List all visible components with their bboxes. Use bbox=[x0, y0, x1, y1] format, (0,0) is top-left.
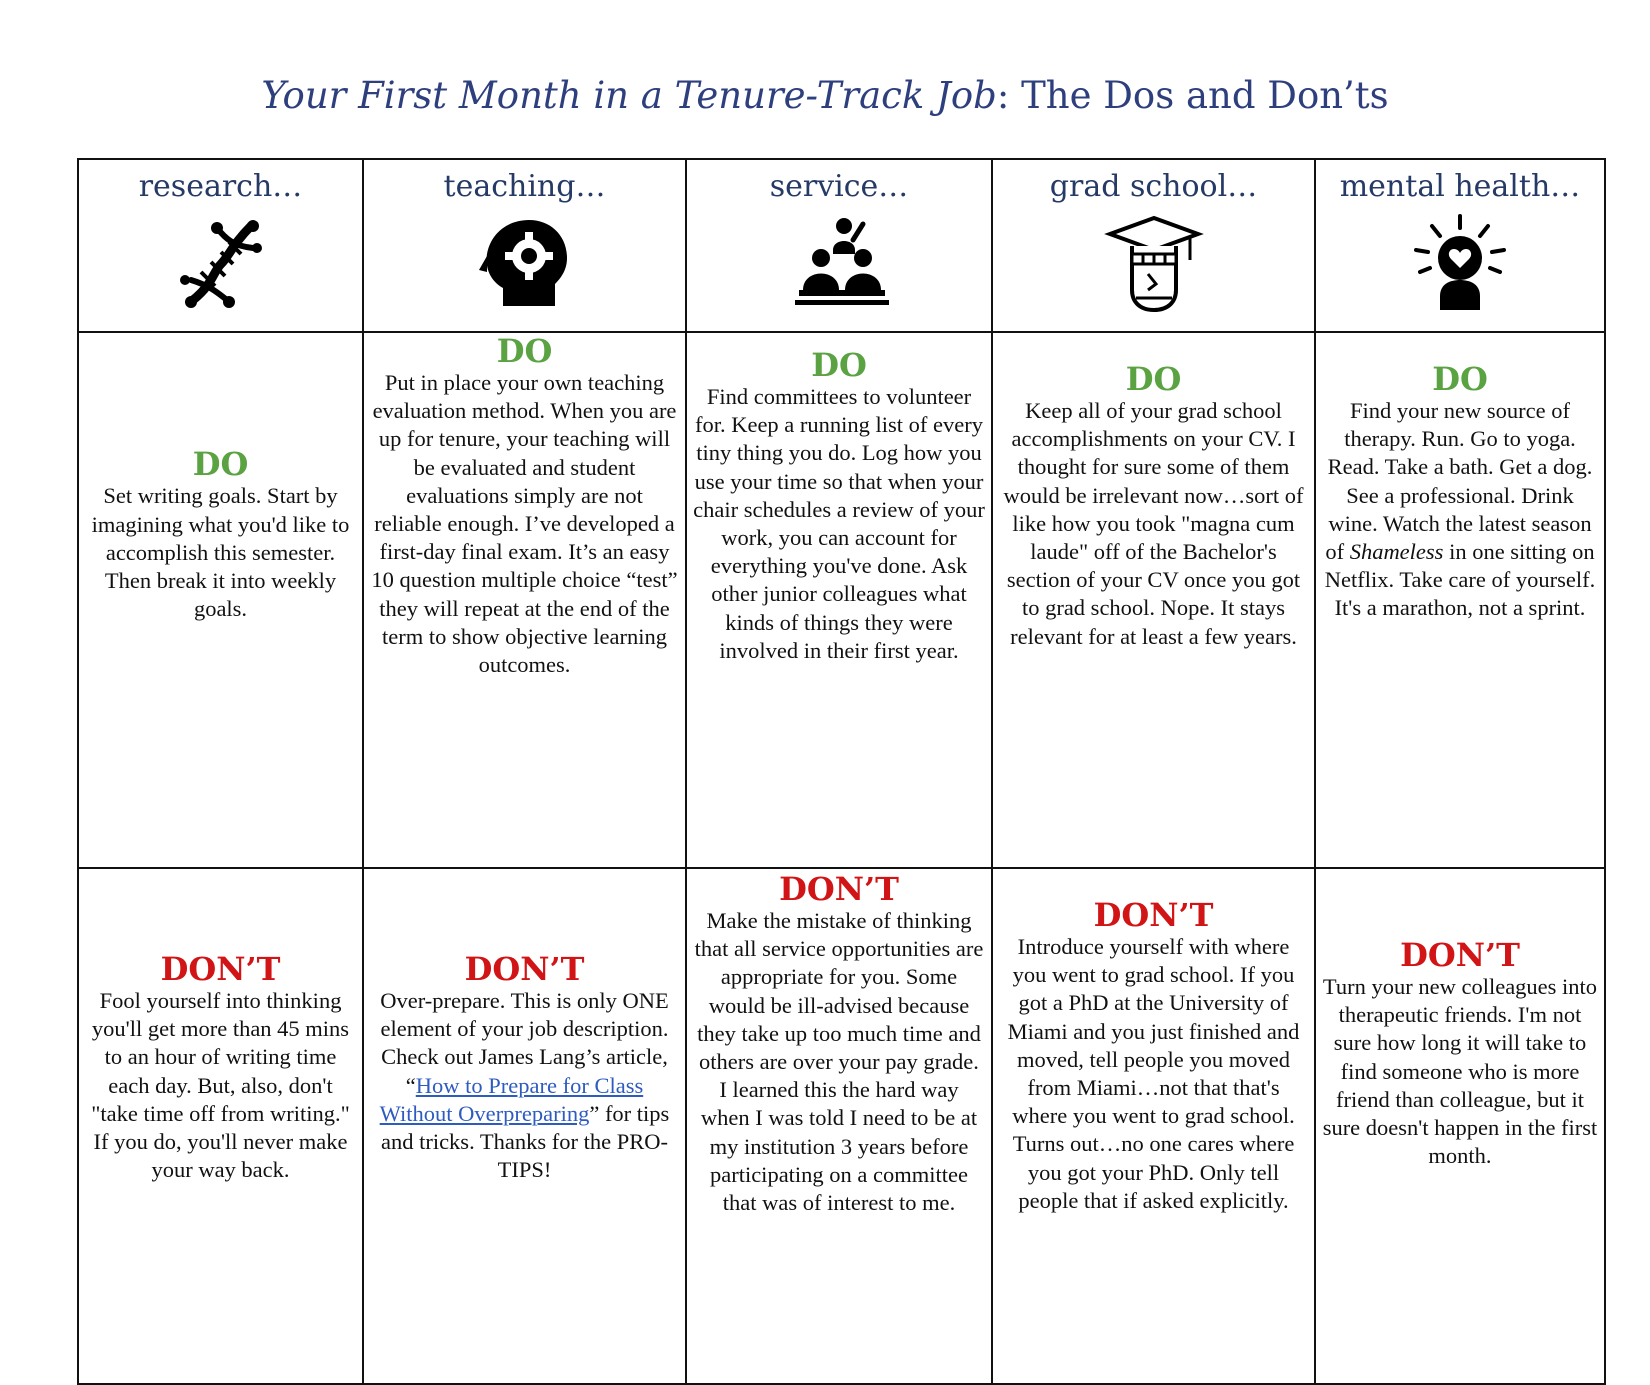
header-research bbox=[78, 159, 363, 332]
title-rest: : The Dos and Don’ts bbox=[996, 74, 1389, 117]
title-italic: Your First Month in a Tenure-Track Job bbox=[261, 74, 997, 117]
header-row bbox=[78, 159, 1605, 332]
dont-text: Introduce yourself with where you went to grad school. If you got a PhD at the University of Miami and you just finished and moved, tell people you moved from Miami…not that that's where you went to grad school. Turns out…no one cares where you got your PhD. Only tell people that if asked explicitly. bbox=[1007, 934, 1300, 1213]
category-label: research… bbox=[138, 169, 303, 204]
dont-text: Turn your new colleagues into therapeutic friends. I'm not sure how long it will take to find someone who is more friend than colleague, but it sure doesn't happen in the first month. bbox=[1322, 974, 1598, 1169]
dont-cell-teaching bbox=[363, 868, 686, 1384]
head-gear-icon bbox=[475, 214, 575, 314]
dont-label: DON’T bbox=[779, 870, 899, 908]
dna-icon bbox=[171, 214, 271, 314]
do-row bbox=[78, 332, 1605, 868]
dont-text: Fool yourself into thinking you'll get more than 45 mins to an hour of writing time each day. But, also, don't "take time off from writing." If you do, you'll never make your way back. bbox=[91, 988, 350, 1183]
do-label: DO bbox=[811, 346, 867, 384]
header-mental-health bbox=[1315, 159, 1605, 332]
dont-row bbox=[78, 868, 1605, 1384]
dont-text: Make the mistake of thinking that all service opportunities are appropriate for you. Some would be ill-advised because they take up too much time and others are over your pay grade. I learned this the hard way when I was told I need to be at my institution 3 years before participating on a committee that was of interest to me. bbox=[694, 908, 984, 1216]
category-label: grad school… bbox=[1049, 169, 1258, 204]
heart-head-icon bbox=[1410, 214, 1510, 314]
dont-cell-grad-school bbox=[992, 868, 1315, 1384]
dont-cell-research bbox=[78, 868, 363, 1384]
do-text: Put in place your own teaching evaluation method. When you are up for tenure, your teaching will be evaluated and student evaluations simply are not reliable enough. I’ve developed a first-day final exam. It’s an easy 10 question multiple choice “test” they will repeat at the end of the term to show objective learning outcomes. bbox=[371, 370, 678, 678]
do-cell-research bbox=[78, 332, 363, 868]
category-label: teaching… bbox=[443, 169, 606, 204]
dont-label: DON’T bbox=[464, 950, 585, 988]
dos-donts-table bbox=[77, 158, 1606, 1385]
do-cell-grad-school bbox=[992, 332, 1315, 868]
do-text-start: Find your new source of therapy. Run. Go to yoga. Read. Take a bath. Get a dog. See a professional. Drink wine. Watch the latest season of bbox=[1325, 398, 1593, 565]
do-label: DO bbox=[1125, 360, 1182, 398]
page-title bbox=[0, 74, 1650, 117]
do-label: DO bbox=[192, 445, 249, 484]
do-text: Keep all of your grad school accomplishments on your CV. I thought for sure some of them would be irrelevant now…sort of like how you took "magna cum laude" off of the Bachelor's section of your CV once you got to grad school. Nope. It stays relevant for at least a few years. bbox=[1003, 398, 1304, 649]
dont-label: DON’T bbox=[1093, 896, 1214, 934]
audience-presenter-icon bbox=[789, 214, 889, 314]
header-teaching bbox=[363, 159, 686, 332]
category-label: service… bbox=[769, 169, 909, 204]
do-text: Find committees to volunteer for. Keep a running list of every tiny thing you do. Log how you use your time so that when your chair schedules a review of your work, you can account for everything you've done. Ask other junior colleagues what kinds of things they were involved in their first year. bbox=[693, 384, 985, 663]
dont-cell-service bbox=[686, 868, 992, 1384]
dont-text-end: ” for tips and tricks. Thanks for the PRO-TIPS! bbox=[380, 1100, 670, 1183]
graduation-fist-icon bbox=[1104, 214, 1204, 314]
category-label: mental health… bbox=[1339, 169, 1581, 204]
do-text: Set writing goals. Start by imagining what you'd like to accomplish this semester. Then break it into weekly goals. bbox=[91, 483, 350, 622]
do-label: DO bbox=[1432, 360, 1488, 398]
show-title: Shameless bbox=[1349, 539, 1444, 565]
dont-text bbox=[370, 987, 679, 1184]
dont-label: DON’T bbox=[160, 950, 281, 988]
do-text-end: in one sitting on Netflix. Take care of yourself. It's a marathon, not a sprint. bbox=[1324, 539, 1596, 621]
do-cell-service bbox=[686, 332, 992, 868]
header-service bbox=[686, 159, 992, 332]
do-cell-mental-health bbox=[1315, 332, 1605, 868]
do-label: DO bbox=[496, 332, 553, 370]
dont-label: DON’T bbox=[1400, 936, 1520, 974]
dont-cell-mental-health bbox=[1315, 868, 1605, 1384]
dont-text-start: Over-prepare. This is only ONE element of your job description. Check out James Lang’s article, “ bbox=[380, 988, 669, 1098]
do-cell-teaching bbox=[363, 332, 686, 868]
article-link[interactable]: How to Prepare for Class Without Overpreparing bbox=[379, 1072, 644, 1126]
do-text bbox=[1322, 397, 1598, 623]
header-grad-school bbox=[992, 159, 1315, 332]
